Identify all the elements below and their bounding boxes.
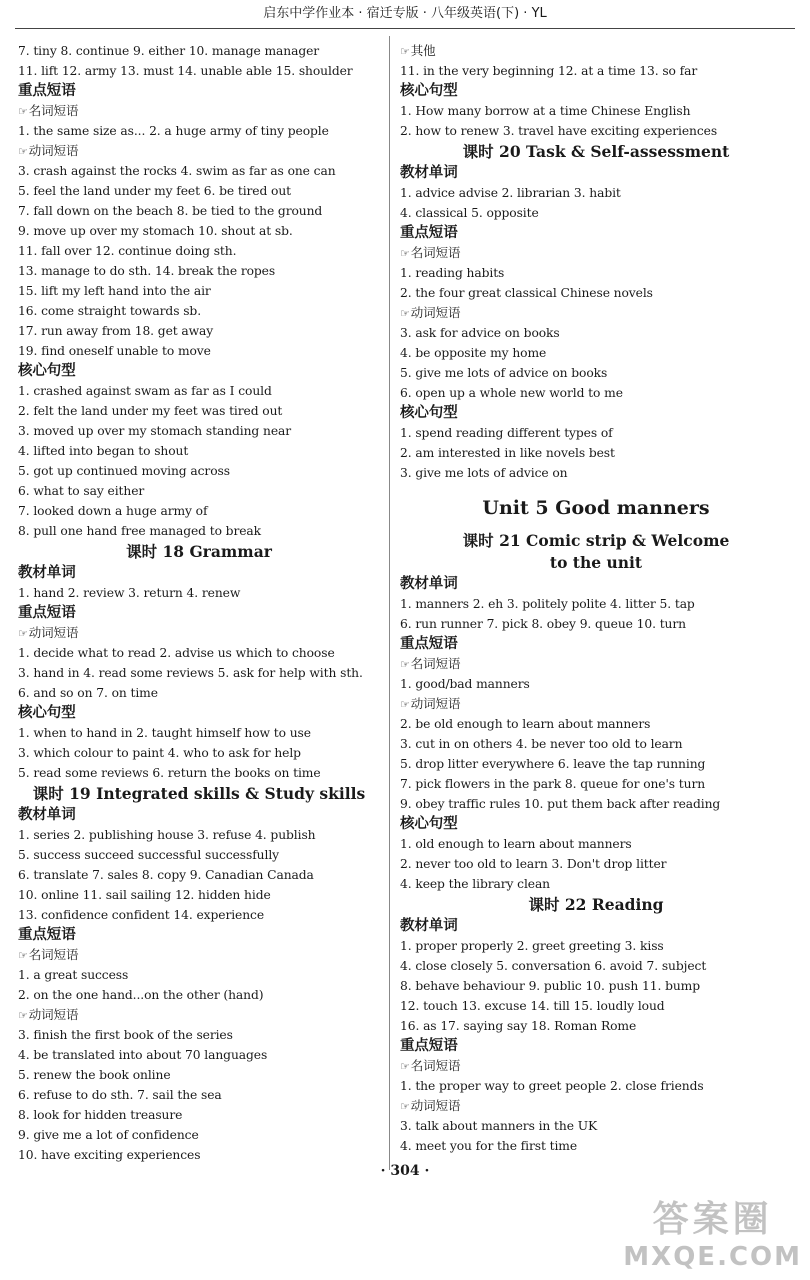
page-number: · 304 ·: [380, 1163, 430, 1179]
answer-line: 1. manners 2. eh 3. politely polite 4. litter 5. tap: [400, 597, 695, 611]
lesson-title: 课时 20 Task & Self-assessment: [462, 142, 730, 161]
subheading-label: 动词短语: [410, 305, 461, 320]
section-heading: 教材单词: [18, 807, 76, 823]
answer-line: 4. be opposite my home: [400, 346, 547, 360]
answer-line: 4. close closely 5. conversation 6. avoid 7. subject: [400, 959, 707, 973]
subheading: [400, 694, 792, 714]
subheading-label: 名词短语: [410, 245, 461, 260]
answer-line: 7. pick flowers in the park 8. queue for one's turn: [400, 777, 706, 791]
pointing-hand-icon: ☞: [400, 247, 410, 260]
subheading: [18, 1005, 380, 1025]
subheading: [18, 945, 380, 965]
answer-line: 3. hand in 4. read some reviews 5. ask for help with sth.: [18, 666, 363, 680]
lesson-title: 课时 19 Integrated skills & Study skills: [32, 784, 366, 803]
left-column: [18, 41, 380, 1165]
answer-line: 12. touch 13. excuse 14. till 15. loudly loud: [400, 999, 665, 1013]
pointing-hand-icon: ☞: [400, 658, 410, 671]
answer-line: 6. open up a whole new world to me: [400, 386, 623, 400]
pointing-hand-icon: ☞: [18, 105, 28, 118]
answer-line: 1. proper properly 2. greet greeting 3. kiss: [400, 939, 664, 953]
section-heading: 重点短语: [18, 927, 76, 943]
answer-line: 3. which colour to paint 4. who to ask for help: [18, 746, 301, 760]
answer-line: 17. run away from 18. get away: [18, 324, 214, 338]
answer-line: 2. the four great classical Chinese novels: [400, 286, 653, 300]
answer-line: 3. moved up over my stomach standing near: [18, 424, 292, 438]
answer-line: 8. pull one hand free managed to break: [18, 524, 261, 538]
answer-line: 1. crashed against swam as far as I could: [18, 384, 272, 398]
answer-line: 4. classical 5. opposite: [400, 206, 539, 220]
answer-line: 1. spend reading different types of: [400, 426, 613, 440]
running-header: 启东中学作业本 · 宿迁专版 · 八年级英语(下) · YL: [15, 0, 795, 29]
answer-line: 5. got up continued moving across: [18, 464, 230, 478]
answer-line: 1. decide what to read 2. advise us which to choose: [18, 646, 335, 660]
subheading: [400, 654, 792, 674]
answer-line: 6. and so on 7. on time: [18, 686, 158, 700]
subheading-label: 动词短语: [28, 1007, 79, 1022]
answer-line: 13. manage to do sth. 14. break the ropes: [18, 264, 276, 278]
answer-line: 11. fall over 12. continue doing sth.: [18, 244, 237, 258]
answer-line: 7. tiny 8. continue 9. either 10. manage manager: [18, 44, 320, 58]
answer-line: 8. look for hidden treasure: [18, 1108, 183, 1122]
answer-line: 1. advice advise 2. librarian 3. habit: [400, 186, 621, 200]
pointing-hand-icon: ☞: [18, 627, 28, 640]
watermark-logo: [623, 1198, 802, 1272]
pointing-hand-icon: ☞: [18, 145, 28, 158]
answer-line: 4. lifted into began to shout: [18, 444, 189, 458]
section-heading: 教材单词: [400, 165, 458, 181]
column-divider: [389, 36, 390, 1170]
answer-line: 2. how to renew 3. travel have exciting experiences: [400, 124, 718, 138]
subheading: [400, 243, 792, 263]
answer-line: 8. behave behaviour 9. public 10. push 11. bump: [400, 979, 701, 993]
answer-line: 2. felt the land under my feet was tired out: [18, 404, 283, 418]
subheading-label: 名词短语: [410, 656, 461, 671]
subheading: [400, 1096, 792, 1116]
pointing-hand-icon: ☞: [18, 949, 28, 962]
subheading: [18, 141, 380, 161]
answer-line: 2. be old enough to learn about manners: [400, 717, 651, 731]
answer-line: 1. reading habits: [400, 266, 505, 280]
subheading: [400, 1056, 792, 1076]
subheading: [18, 623, 380, 643]
subheading-label: 名词短语: [28, 947, 79, 962]
subheading-label: 动词短语: [28, 143, 79, 158]
answer-line: 6. translate 7. sales 8. copy 9. Canadian Canada: [18, 868, 314, 882]
answer-line: 1. the proper way to greet people 2. close friends: [400, 1079, 704, 1093]
right-column: [400, 41, 792, 1156]
lesson-title: 课时 18 Grammar: [126, 542, 272, 561]
section-heading: 核心句型: [18, 363, 76, 379]
subheading: [400, 41, 792, 61]
section-heading: 教材单词: [18, 565, 76, 581]
subheading-label: 动词短语: [28, 625, 79, 640]
subheading-label: 动词短语: [410, 696, 461, 711]
section-heading: 重点短语: [400, 1038, 458, 1054]
pointing-hand-icon: ☞: [400, 698, 410, 711]
lesson-title: 课时 22 Reading: [528, 895, 664, 914]
answer-line: 6. run runner 7. pick 8. obey 9. queue 10. turn: [400, 617, 686, 631]
watermark-bottom: MXQE.COM: [623, 1242, 802, 1272]
answer-line: 19. find oneself unable to move: [18, 344, 211, 358]
answer-line: 1. the same size as... 2. a huge army of tiny people: [18, 124, 329, 138]
answer-line: 4. meet you for the first time: [400, 1139, 578, 1153]
pointing-hand-icon: ☞: [400, 45, 410, 58]
pointing-hand-icon: ☞: [400, 1060, 410, 1073]
answer-line: 1. How many borrow at a time Chinese English: [400, 104, 691, 118]
pointing-hand-icon: ☞: [18, 1009, 28, 1022]
section-heading: 重点短语: [18, 83, 76, 99]
answer-line: 5. feel the land under my feet 6. be tired out: [18, 184, 292, 198]
answer-line: 7. looked down a huge army of: [18, 504, 208, 518]
unit-title: Unit 5 Good manners: [482, 497, 710, 519]
pointing-hand-icon: ☞: [400, 307, 410, 320]
answer-line: 10. have exciting experiences: [18, 1148, 201, 1162]
subheading-label: 名词短语: [28, 103, 79, 118]
answer-line: 1. old enough to learn about manners: [400, 837, 632, 851]
answer-line: 11. in the very beginning 12. at a time 13. so far: [400, 64, 698, 78]
section-heading: 教材单词: [400, 918, 458, 934]
answer-line: 3. cut in on others 4. be never too old to learn: [400, 737, 683, 751]
answer-line: 1. hand 2. review 3. return 4. renew: [18, 586, 241, 600]
answer-line: 9. move up over my stomach 10. shout at sb.: [18, 224, 293, 238]
answer-line: 1. good/bad manners: [400, 677, 530, 691]
answer-line: 2. am interested in like novels best: [400, 446, 615, 460]
watermark-top: 答案圈: [652, 1199, 773, 1240]
answer-line: 3. ask for advice on books: [400, 326, 560, 340]
section-heading: 核心句型: [400, 405, 458, 421]
subheading: [400, 303, 792, 323]
lesson-title-cont: to the unit: [549, 553, 643, 572]
answer-line: 4. be translated into about 70 languages: [18, 1048, 268, 1062]
answer-line: 3. give me lots of advice on: [400, 466, 568, 480]
answer-line: 5. drop litter everywhere 6. leave the tap running: [400, 757, 706, 771]
answer-line: 6. what to say either: [18, 484, 145, 498]
section-heading: 核心句型: [400, 816, 458, 832]
answer-line: 13. confidence confident 14. experience: [18, 908, 265, 922]
answer-line: 16. come straight towards sb.: [18, 304, 202, 318]
answer-line: 3. talk about manners in the UK: [400, 1119, 598, 1133]
answer-line: 1. series 2. publishing house 3. refuse 4. publish: [18, 828, 316, 842]
answer-line: 11. lift 12. army 13. must 14. unable able 15. shoulder: [18, 64, 353, 78]
answer-line: 9. obey traffic rules 10. put them back after reading: [400, 797, 721, 811]
answer-line: 10. online 11. sail sailing 12. hidden hide: [18, 888, 271, 902]
subheading: [18, 101, 380, 121]
section-heading: 重点短语: [18, 605, 76, 621]
answer-line: 5. give me lots of advice on books: [400, 366, 608, 380]
answer-line: 5. read some reviews 6. return the books on time: [18, 766, 321, 780]
section-heading: 重点短语: [400, 225, 458, 241]
section-heading: 教材单词: [400, 576, 458, 592]
section-heading: 核心句型: [400, 83, 458, 99]
subheading-label: 动词短语: [410, 1098, 461, 1113]
section-heading: 重点短语: [400, 636, 458, 652]
answer-line: 6. refuse to do sth. 7. sail the sea: [18, 1088, 222, 1102]
answer-line: 1. when to hand in 2. taught himself how to use: [18, 726, 311, 740]
answer-line: 3. crash against the rocks 4. swim as far as one can: [18, 164, 336, 178]
answer-line: 16. as 17. saying say 18. Roman Rome: [400, 1019, 637, 1033]
answer-line: 7. fall down on the beach 8. be tied to the ground: [18, 204, 323, 218]
answer-line: 4. keep the library clean: [400, 877, 551, 891]
subheading-label: 名词短语: [410, 1058, 461, 1073]
answer-line: 5. success succeed successful successfully: [18, 848, 279, 862]
answer-line: 2. on the one hand...on the other (hand): [18, 988, 264, 1002]
answer-line: 1. a great success: [18, 968, 129, 982]
answer-line: 3. finish the first book of the series: [18, 1028, 233, 1042]
subheading-label: 其他: [410, 43, 436, 58]
answer-line: 9. give me a lot of confidence: [18, 1128, 199, 1142]
answer-line: 15. lift my left hand into the air: [18, 284, 211, 298]
answer-line: 2. never too old to learn 3. Don't drop litter: [400, 857, 667, 871]
answer-line: 5. renew the book online: [18, 1068, 171, 1082]
section-heading: 核心句型: [18, 705, 76, 721]
lesson-title: 课时 21 Comic strip & Welcome: [462, 531, 730, 550]
pointing-hand-icon: ☞: [400, 1100, 410, 1113]
